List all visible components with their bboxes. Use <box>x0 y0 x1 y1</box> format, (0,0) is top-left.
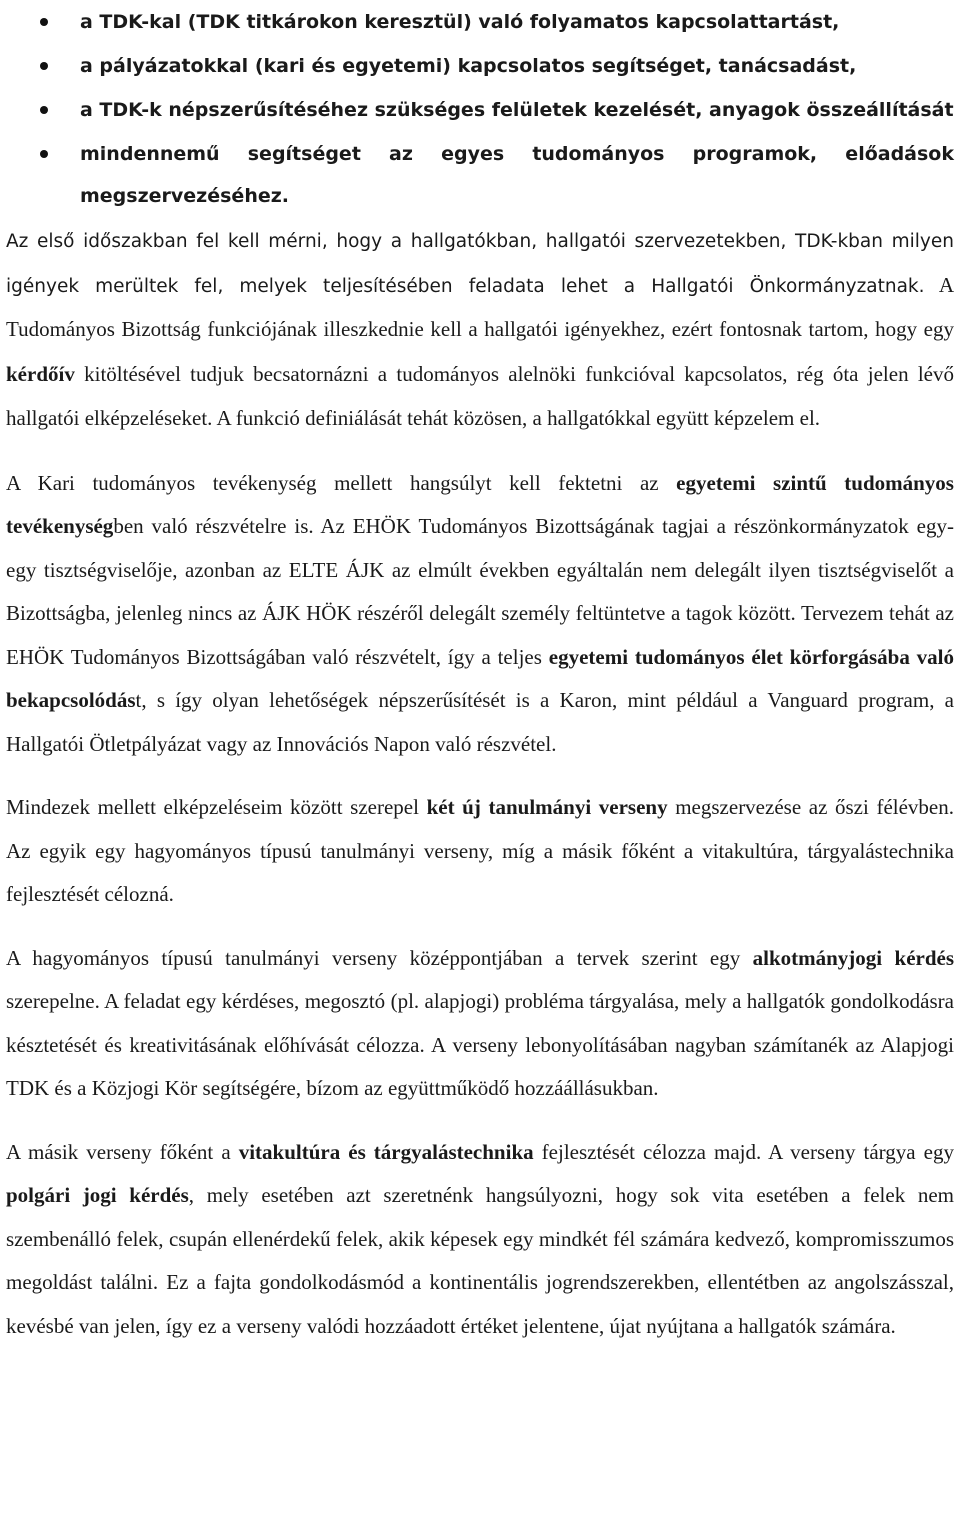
paragraph-competitions: Mindezek mellett elképzeléseim között szerepel két új tanulmányi verseny megszervezése az őszi félévben. Az egyik egy hagyományos típusú tanulmányi verseny, míg a másik főként a vitakultúra, tárgyalástechnika fejlesztését célozná. <box>6 795 954 906</box>
bullet-item: a pályázatokkal (kari és egyetemi) kapcsolatos segítséget, tanácsadást, <box>6 44 954 88</box>
bullet-item: a TDK-kal (TDK titkárokon keresztül) való folyamatos kapcsolattartást, <box>6 0 954 44</box>
task-bullet-list <box>6 0 954 176</box>
paragraph-university-level: A Kari tudományos tevékenység mellett hangsúlyt kell fektetni az egyetemi szintű tudományos tevékenységben való részvételre is. Az EHÖK Tudományos Bizottságának tagjai a részönkormányzatok egy-egy tisztségviselője, azonban az ELTE ÁJK az elmúlt években egyáltalán nem delegált ilyen tisztségviselőt a Bizottságba, jelenleg nincs az ÁJK HÖK részéről delegált személy feltüntetve a tagok között. Tervezem tehát az EHÖK Tudományos Bizottságában való részvételt, így a teljes egyetemi tudományos élet körforgásába való bekapcsolódást, s így olyan lehetőségek népszerűsítését is a Karon, mint például a Vanguard program, a Hallgatói Ötletpályázat vagy az Innovációs Napon való részvétel. <box>6 470 954 756</box>
bullet-item: a TDK-k népszerűsítéséhez szükséges felületek kezelését, anyagok összeállítását <box>6 88 954 132</box>
paragraph-traditional-competition: A hagyományos típusú tanulmányi verseny középpontjában a tervek szerint egy alkotmányjogi kérdés szerepelne. A feladat egy kérdéses, megosztó (pl. alapjogi) probléma tárgyalása, mely a hallgatók gondolkodásra késztetését és kreativitásának előhívását célozza. A verseny lebonyolításában nagyban számítanék az Alapjogi TDK és a Közjogi Kör segítségére, bízom az együttműködő hozzáállásukban. <box>6 945 955 1100</box>
paragraph-gap <box>6 917 954 937</box>
paragraph-gap <box>6 1111 954 1131</box>
bullet-dot-icon <box>40 106 48 114</box>
paragraph-gap <box>6 442 954 462</box>
paragraph-survey: Az első időszakban fel kell mérni, hogy a hallgatókban, hallgatói szervezetekben, TDK-kban milyen igények merültek fel, melyek teljesítésében feladata lehet a Hallgatói Önkormányzatnak. A Tudományos Bizottság funkciójának illeszkednie kell a hallgatói igényekhez, ezért fontosnak tartom, hogy egy kérdőív kitöltésével tudjuk becsatornázni a tudományos alelnöki funkcióval kapcsolatos, rég óta jelen lévő hallgatói elképzeléseket. A funkció definiálását tehát közösen, a hallgatókkal együtt képzelem el. <box>6 231 954 430</box>
paragraph-gap <box>6 766 954 786</box>
bullet-continuation: megszervezéséhez. <box>80 185 290 207</box>
bullet-item: mindennemű segítséget az egyes tudományos programok, előadások <box>6 132 954 176</box>
bullet-dot-icon <box>40 62 48 70</box>
bullet-dot-icon <box>40 150 48 158</box>
paragraph-debate-competition: A másik verseny főként a vitakultúra és tárgyalástechnika fejlesztését célozza majd. A verseny tárgya egy polgári jogi kérdés, mely esetében azt szeretnénk hangsúlyozni, hogy sok vita esetében a felek nem szembenálló felek, csupán ellenérdekű felek, akik képesek egy mindkét fél számára kedvező, kompromisszumos megoldást találni. Ez a fajta gondolkodásmód a kontinentális jogrendszerekben, ellentétben az angolszásszal, kevésbé van jelen, így ez a verseny valódi hozzáadott értéket jelentene, újat nyújtana a hallgatók számára. <box>6 1139 954 1338</box>
bullet-dot-icon <box>40 18 48 26</box>
